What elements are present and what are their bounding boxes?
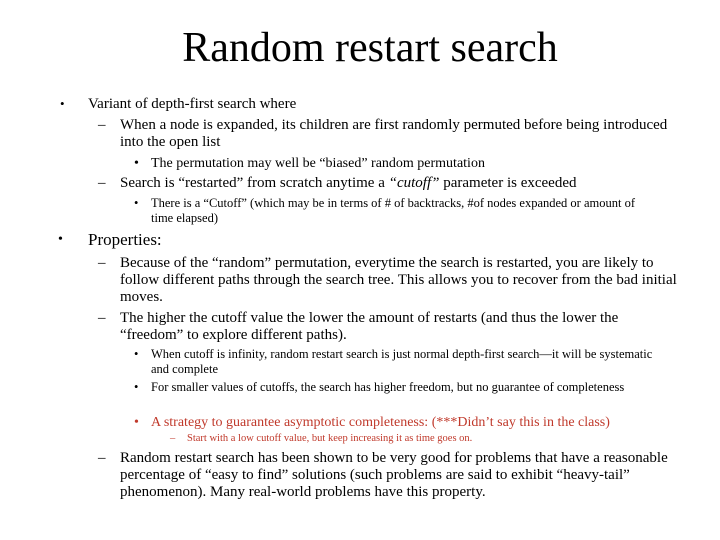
dash-marker: – (170, 433, 176, 444)
subsubitem-text: For smaller values of cutoffs, the search has higher freedom, but no guarantee of completeness (151, 380, 625, 394)
dash-marker: – (98, 175, 106, 191)
dash-marker: – (98, 117, 106, 133)
bullet-marker: • (134, 415, 139, 430)
cutoff-term: “cutoff” (388, 175, 440, 191)
subitem-node-expanded (98, 117, 678, 151)
detail-text: Start with a low cutoff value, but keep increasing it as time goes on. (187, 433, 473, 444)
subsubitem-text: The permutation may well be “biased” random permutation (151, 156, 485, 171)
dash-marker: – (98, 310, 106, 326)
subitem-text: Because of the “random” permutation, everytime the search is restarted, you are likely to follow different paths through the search tree. This allows you to recover from the bad initial moves. (120, 255, 677, 305)
subitem-random-permutation (98, 255, 678, 306)
subsubitem-biased-permutation (134, 155, 674, 172)
subsubitem-cutoff-infinity (134, 347, 654, 377)
bullet-marker: • (134, 196, 139, 210)
text-after-cutoff: parameter is exceeded (439, 175, 577, 191)
subitem-text (120, 175, 678, 192)
dash-marker: – (98, 450, 106, 466)
bullet-text: Variant of depth-first search where (88, 96, 297, 112)
subsubitem-text: A strategy to guarantee asymptotic completeness: (***Didn’t say this in the class) (151, 415, 610, 430)
text-before-cutoff: Search is “restarted” from scratch anytime a (120, 175, 389, 191)
subitem-text: When a node is expanded, its children are first randomly permuted before being introduced into the open list (120, 117, 668, 150)
bullet-marker: • (134, 380, 139, 394)
bullet-marker: • (134, 156, 139, 171)
subsubitem-text: There is a “Cutoff” (which may be in terms of # of backtracks, #of nodes expanded or amount of time elapsed) (151, 196, 635, 225)
bullet-text: Properties: (88, 230, 162, 249)
bullet-properties (58, 230, 698, 250)
subsubitem-cutoff-definition (134, 196, 654, 226)
subitem-heavy-tail (98, 450, 678, 501)
bullet-variant (60, 95, 700, 113)
subitem-text: The higher the cutoff value the lower the amount of restarts (and thus the lower the “freedom” to explore different paths). (120, 310, 619, 343)
subsubitem-text: When cutoff is infinity, random restart search is just normal depth-first search—it will be systematic and complete (151, 347, 653, 376)
subitem-restarted (98, 175, 678, 192)
subsubitem-asymptotic-completeness (134, 414, 694, 431)
detail-low-cutoff-strategy (170, 432, 670, 445)
bullet-marker: • (134, 347, 139, 361)
subsubitem-smaller-cutoffs (134, 380, 634, 395)
bullet-marker: • (58, 232, 63, 247)
bullet-marker: • (60, 96, 65, 111)
slide-title: Random restart search (182, 25, 558, 71)
subitem-higher-cutoff (98, 310, 678, 344)
dash-marker: – (98, 255, 106, 271)
subitem-text: Random restart search has been shown to be very good for problems that have a reasonable percentage of “easy to find” solutions (such problems are said to exhibit “heavy-tail” phenomenon). Many real-world problems have this property. (120, 450, 668, 500)
